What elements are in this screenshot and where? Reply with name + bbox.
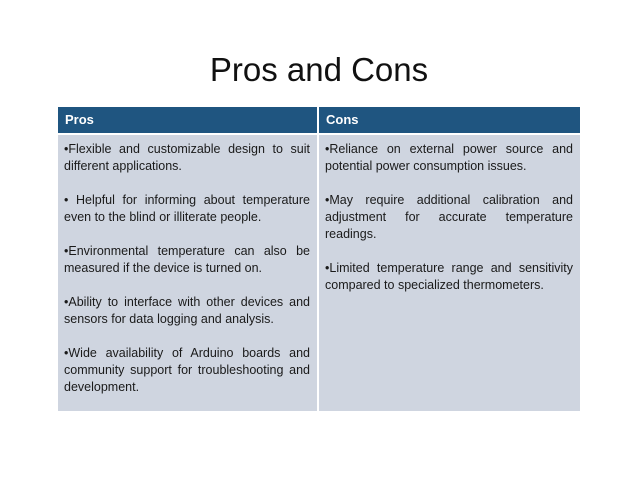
pros-item: •Wide availability of Arduino boards and community support for troubleshooting and development. <box>64 346 310 394</box>
pros-item: •Ability to interface with other devices and sensors for data logging and analysis. <box>64 295 310 326</box>
pros-cell <box>58 135 319 411</box>
pros-cons-table <box>58 107 580 411</box>
cons-item: •May require additional calibration and adjustment for accurate temperature readings. <box>325 193 573 241</box>
pros-header: Pros <box>58 107 319 133</box>
cons-cell <box>319 135 580 411</box>
cons-item: •Limited temperature range and sensitivity compared to specialized thermometers. <box>325 261 573 292</box>
cons-item: •Reliance on external power source and potential power consumption issues. <box>325 142 573 173</box>
pros-item: •Environmental temperature can also be measured if the device is turned on. <box>64 244 310 275</box>
pros-item: •Flexible and customizable design to suit different applications. <box>64 142 310 173</box>
pros-item: • Helpful for informing about temperature even to the blind or illiterate people. <box>64 193 310 224</box>
slide-title: Pros and Cons <box>209 51 429 88</box>
cons-header: Cons <box>326 112 359 127</box>
table-body-row <box>58 133 580 411</box>
table-header-row <box>58 107 580 133</box>
